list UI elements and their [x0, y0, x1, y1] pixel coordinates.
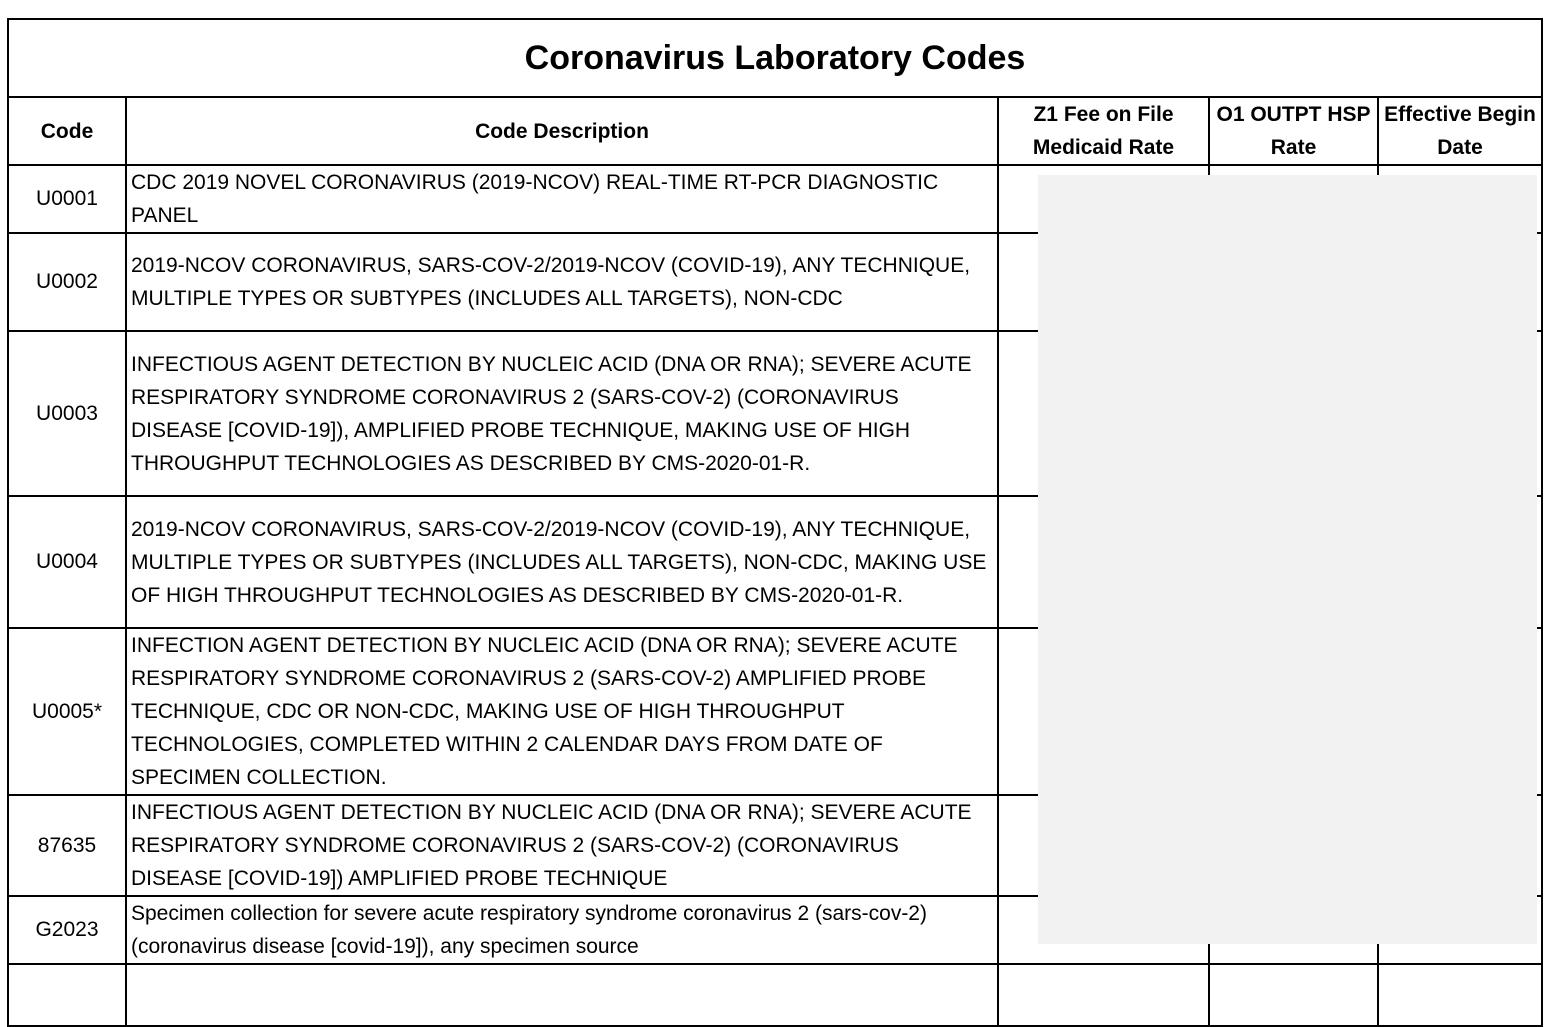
description-cell[interactable]: 2019-NCOV CORONAVIRUS, SARS-COV-2/2019-NCOV (COVID-19), ANY TECHNIQUE, MULTIPLE TYPES OR SUBTYPES (INCLUDES ALL TARGETS), NON-CDC, MAKING USE OF HIGH THROUGHPUT TECHNOLOGIES AS DESCRIBED BY CMS-2020-01-R. — [126, 496, 998, 628]
code-cell[interactable]: U0004 — [8, 496, 126, 628]
code-cell[interactable]: G2023 — [8, 896, 126, 964]
table-title: Coronavirus Laboratory Codes — [8, 19, 1542, 97]
effective-date-cell[interactable] — [1378, 964, 1542, 1026]
header-z1-rate[interactable]: Z1 Fee on File Medicaid Rate — [998, 97, 1209, 165]
description-cell[interactable]: INFECTIOUS AGENT DETECTION BY NUCLEIC ACID (DNA OR RNA); SEVERE ACUTE RESPIRATORY SYNDROME CORONAVIRUS 2 (SARS-COV-2) (CORONAVIRUS DISEASE [COVID-19]), AMPLIFIED PROBE TECHNIQUE, MAKING USE OF HIGH THROUGHPUT TECHNOLOGIES AS DESCRIBED BY CMS-2020-01-R. — [126, 331, 998, 496]
header-effective-date[interactable]: Effective Begin Date — [1378, 97, 1542, 165]
description-cell[interactable]: Specimen collection for severe acute respiratory syndrome coronavirus 2 (sars-cov-2) (coronavirus disease [covid-19]), any specimen source — [126, 896, 998, 964]
code-cell[interactable]: U0005* — [8, 628, 126, 795]
description-cell[interactable]: INFECTION AGENT DETECTION BY NUCLEIC ACID (DNA OR RNA); SEVERE ACUTE RESPIRATORY SYNDROME CORONAVIRUS 2 (SARS-COV-2) AMPLIFIED PROBE TECHNIQUE, CDC OR NON-CDC, MAKING USE OF HIGH THROUGHPUT TECHNOLOGIES, COMPLETED WITHIN 2 CALENDAR DAYS FROM DATE OF SPECIMEN COLLECTION. — [126, 628, 998, 795]
o1-rate-cell[interactable] — [1209, 964, 1378, 1026]
z1-rate-cell[interactable] — [998, 964, 1209, 1026]
description-cell[interactable]: 2019-NCOV CORONAVIRUS, SARS-COV-2/2019-NCOV (COVID-19), ANY TECHNIQUE, MULTIPLE TYPES OR SUBTYPES (INCLUDES ALL TARGETS), NON-CDC — [126, 233, 998, 331]
code-cell[interactable]: U0001 — [8, 165, 126, 233]
code-cell[interactable]: U0003 — [8, 331, 126, 496]
code-cell[interactable]: 87635 — [8, 795, 126, 896]
code-cell[interactable]: U0002 — [8, 233, 126, 331]
header-o1-rate[interactable]: O1 OUTPT HSP Rate — [1209, 97, 1378, 165]
description-cell[interactable]: CDC 2019 NOVEL CORONAVIRUS (2019-NCOV) REAL-TIME RT-PCR DIAGNOSTIC PANEL — [126, 165, 998, 233]
description-cell[interactable]: INFECTIOUS AGENT DETECTION BY NUCLEIC ACID (DNA OR RNA); SEVERE ACUTE RESPIRATORY SYNDROME CORONAVIRUS 2 (SARS-COV-2) (CORONAVIRUS DISEASE [COVID-19]) AMPLIFIED PROBE TECHNIQUE — [126, 795, 998, 896]
header-row — [8, 97, 1542, 165]
code-cell[interactable] — [8, 964, 126, 1026]
description-cell[interactable] — [126, 964, 998, 1026]
redaction-overlay — [1038, 175, 1537, 944]
header-description[interactable]: Code Description — [126, 97, 998, 165]
table-row-partial — [8, 964, 1542, 1026]
header-code[interactable]: Code — [8, 97, 126, 165]
title-row — [8, 19, 1542, 97]
